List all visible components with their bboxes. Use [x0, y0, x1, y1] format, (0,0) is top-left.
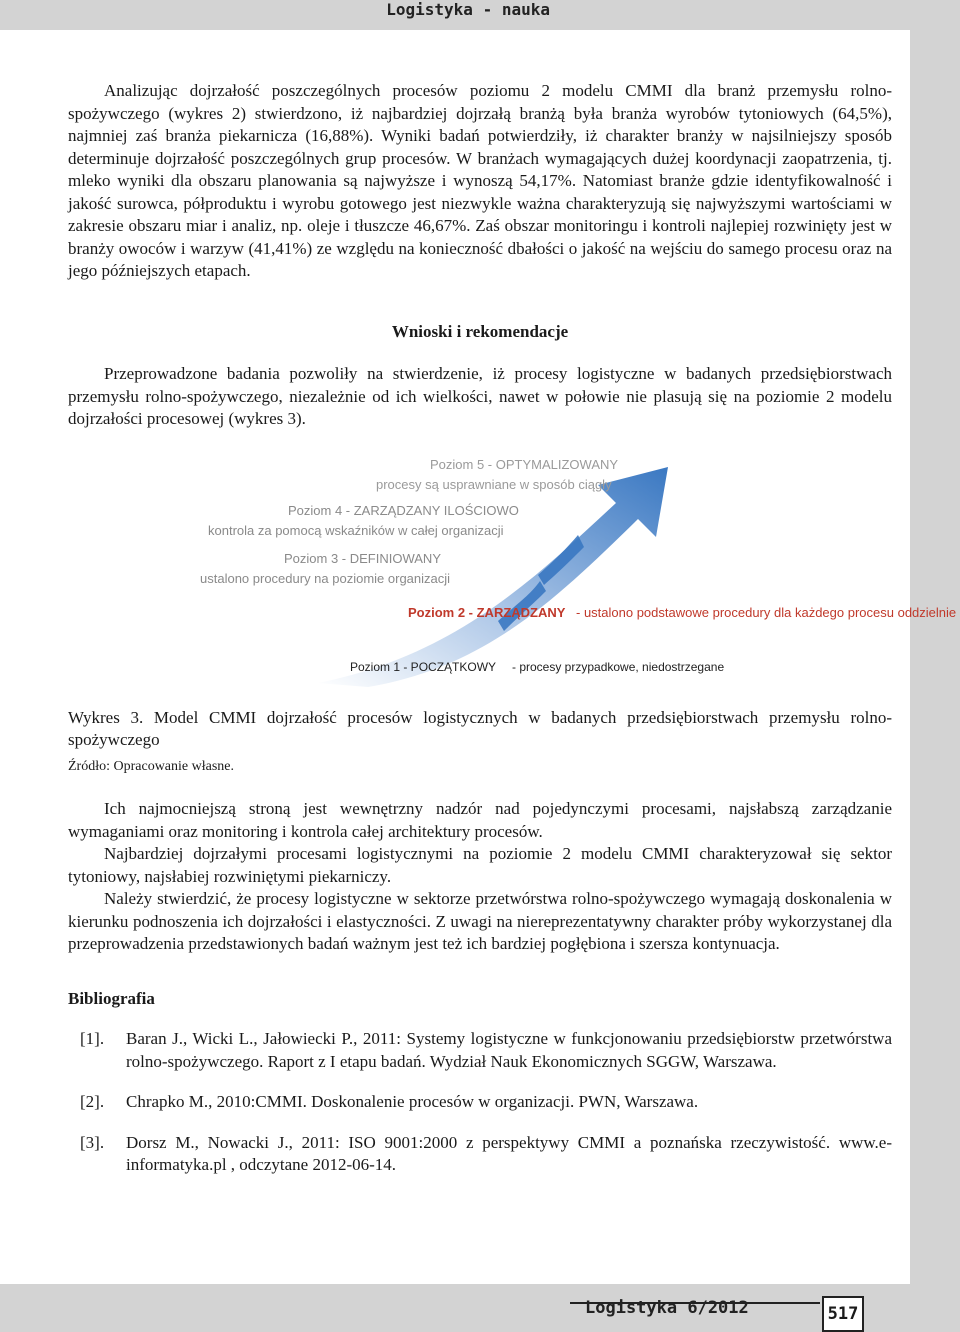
cmmi-arrow-diagram — [68, 455, 957, 689]
level-5-desc: procesy są usprawniane w sposób ciągły — [376, 476, 612, 492]
level-1-title: Poziom 1 - POCZĄTKOWY — [350, 659, 497, 674]
level-3-title: Poziom 3 - DEFINIOWANY — [284, 550, 441, 566]
bibliography-item — [68, 1028, 892, 1073]
bibliography-item — [68, 1132, 892, 1177]
level-1-desc: - procesy przypadkowe, niedostrzegane — [512, 659, 725, 674]
footer-band — [0, 1284, 960, 1332]
paragraph-5: Należy stwierdzić, że procesy logistyczne w sektorze przetwórstwa rolno-spożywczego wymagają doskonalenia w kierunku podnoszenia ich dojrzałości i elastyczności. Z uwagi na niereprezentatywny charakter próby wykorzystanej dla przeprowadzenia przedstawionych badań ważnym jest też ich bardziej pogłębiona i szersza kontynuacja. — [68, 889, 892, 953]
journal-name: Logistyka 6/2012 — [585, 1298, 749, 1318]
paragraph-3: Ich najmocniejszą stroną jest wewnętrzny nadzór nad pojedynczymi procesami, najsłabszą zarządzanie wymaganiami oraz monitoring i kontrola całej architektury procesów. — [68, 799, 892, 841]
header-band — [0, 0, 960, 30]
paragraph-1: Analizując dojrzałość poszczególnych procesów poziomu 2 modelu CMMI dla branż przemysłu rolno-spożywczego (wykres 2) stwierdzono, iż najbardziej dojrzałą branżą była branża wyrobów tytoniowych (64,5%), najmniej zaś branża piekarnicza (16,88%). Wyniki badań potwierdziły, iż charakter branży w najsilniejszy sposób determinuje dojrzałość poszczególnych grup procesów. W branżach wymagających dużej koordynacji zaopatrzenia, tj. mleko wyniki dla obszaru planowania są najwyższe i wynoszą 54,17%. Natomiast branże gdzie identyfikowalność i jakość surowca, półproduktu i wyrobu gotowego jest niezwykle ważna charakteryzują się najwyższymi wartościami w zakresie obszaru miar i analiz, np. oleje i tłuszcze 46,67%. Zaś obszar monitoringu i kontroli najlepiej rozwinięty jest w branży owoców i warzyw (41,41%) ze względu na konieczność dbałości o jakość na wejściu do samego procesu oraz na jego późniejszych etapach. — [68, 81, 892, 280]
ref-number: [2]. — [80, 1092, 105, 1111]
paragraph-2: Przeprowadzone badania pozwoliły na stwierdzenie, iż procesy logistyczne w badanych przedsiębiorstwach przemysłu rolno-spożywczego, niezależnie od ich wielkości, nawet w połowie nie plasują się na poziomie 2 modelu dojrzałości procesowej (wykres 3). — [68, 364, 892, 428]
level-4-desc: kontrola za pomocą wskaźników w całej organizacji — [208, 522, 504, 538]
page-content — [68, 80, 957, 1177]
right-margin-band — [910, 30, 960, 1332]
ref-number: [3]. — [80, 1132, 105, 1152]
bibliography-item — [68, 1091, 892, 1114]
section-title: Wnioski i rekomendacje — [391, 321, 569, 341]
ref-text: Chrapko M., 2010:CMMI. Doskonalenie procesów w organizacji. PWN, Warszawa. — [126, 1092, 699, 1111]
ref-text: Dorsz M., Nowacki J., 2011: ISO 9001:2000 z perspektywy CMMI a poznańska rzeczywistość. www.e-informatyka.pl , odczytane 2012-06-14. — [126, 1132, 892, 1174]
level-4-title: Poziom 4 - ZARZĄDZANY ILOŚCIOWO — [288, 502, 519, 518]
ref-number: [1]. — [80, 1029, 105, 1048]
paragraph-4: Najbardziej dojrzałymi procesami logistycznymi na poziomie 2 modelu CMMI charakteryzował się sektor tytoniowy, najsłabiej rozwiniętymi piekarniczy. — [68, 844, 892, 886]
level-3-desc: ustalono procedury na poziomie organizacji — [200, 570, 451, 586]
figure-source: Źródło: Opracowanie własne. — [68, 758, 234, 774]
figure-caption: Wykres 3. Model CMMI dojrzałość procesów logistycznych w badanych przedsiębiorstwach przemysłu rolno-spożywczego — [68, 707, 892, 749]
cmmi-figure — [68, 455, 957, 689]
bibliography-title: Bibliografia — [68, 988, 155, 1008]
level-5-title: Poziom 5 - OPTYMALIZOWANY — [430, 456, 619, 472]
page-number: 517 — [822, 1296, 864, 1332]
ref-text: Baran J., Wicki L., Jałowiecki P., 2011: Systemy logistyczne w funkcjonowaniu przedsiębiorstw przetwórstwa rolno-spożywczego. Raport z I etapu badań. Wydział Nauk Ekonomicznych SGGW, Warszawa. — [126, 1029, 892, 1071]
header-title: Logistyka - nauka — [386, 0, 550, 19]
level-2-desc: - ustalono podstawowe procedury dla każdego procesu oddzielnie — [576, 604, 957, 620]
level-2-title: Poziom 2 - ZARZĄDZANY — [408, 604, 566, 620]
